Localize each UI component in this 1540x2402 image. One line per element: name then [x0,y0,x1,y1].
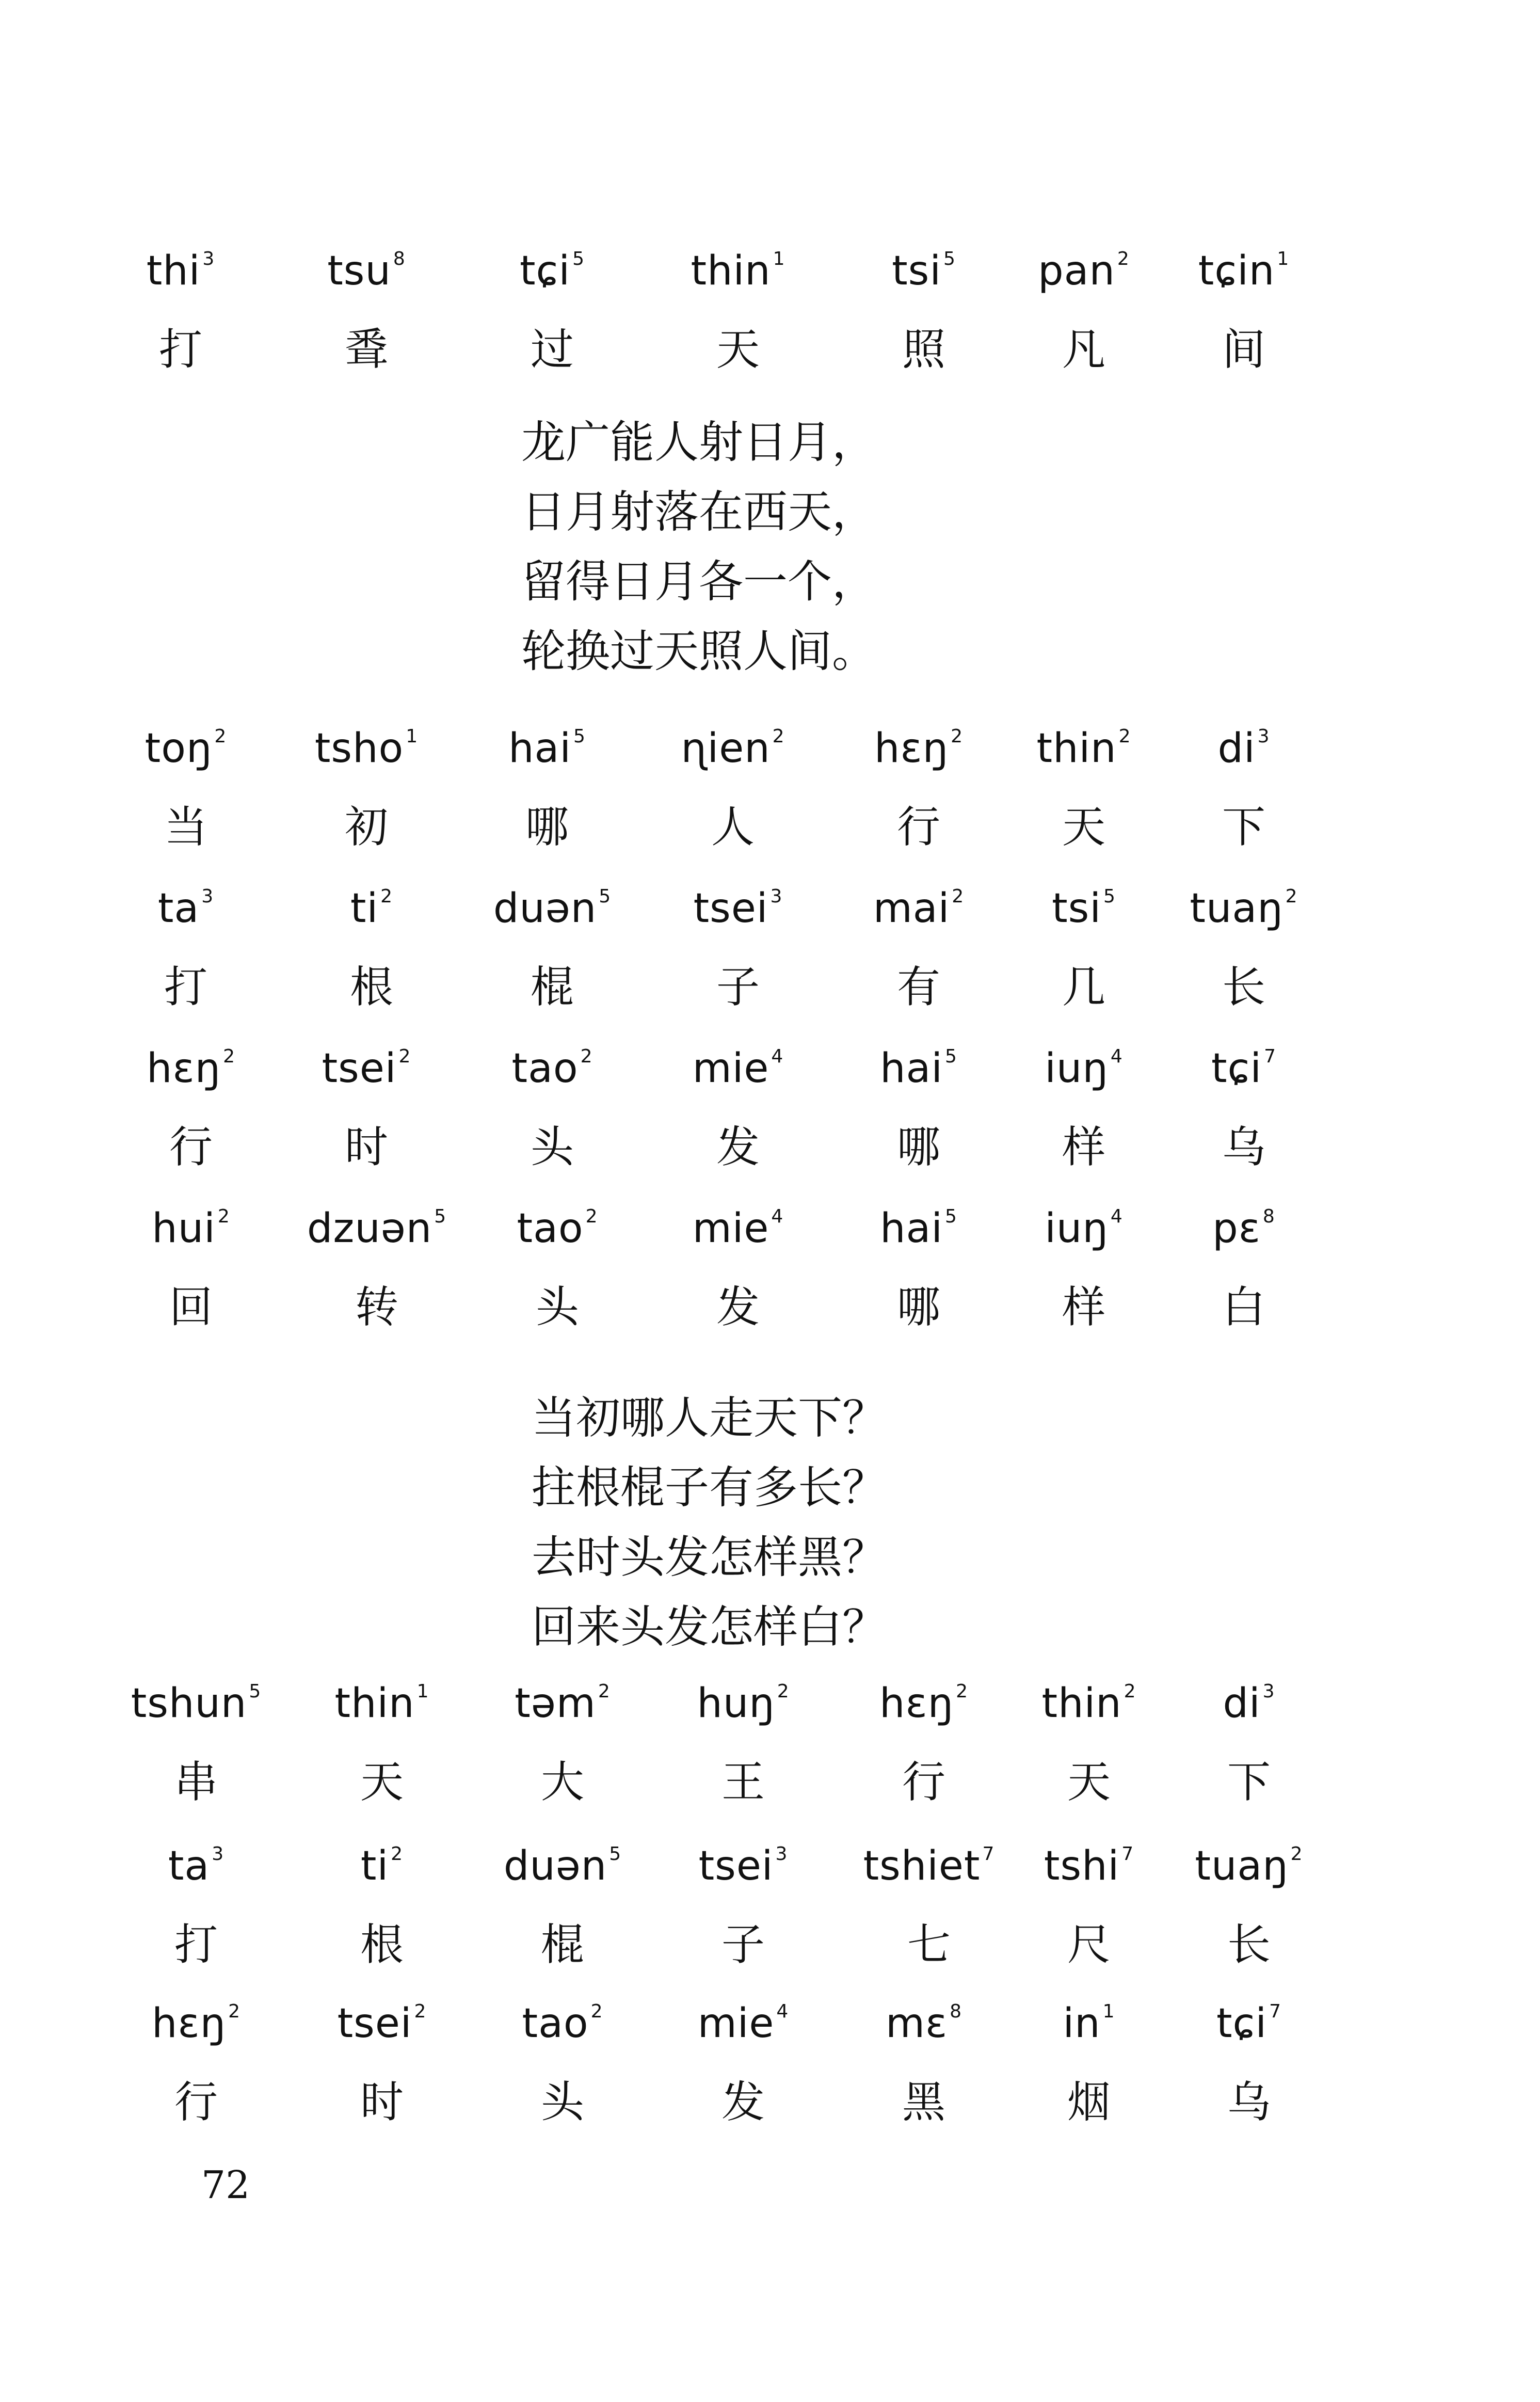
gloss-cell [1151,885,1337,1015]
hanzi: 行 [896,802,940,852]
hanzi: 黑 [902,2077,945,2127]
gloss-cell [93,725,279,855]
hanzi: 大 [540,1757,584,1807]
hanzi: 哪 [525,802,569,852]
romanization: təm $^2$ [515,1680,611,1727]
romanization: ɳien $^2$ [681,725,785,772]
romanization: hai $^5$ [508,725,586,772]
gloss-cell [645,1045,831,1175]
romanization: tsei $^2$ [337,2000,427,2047]
romanization: tao $^2$ [517,1205,598,1252]
gloss-cell [289,1680,475,1810]
romanization: mɛ $^8$ [885,2000,962,2047]
gloss-cell [1151,1045,1337,1175]
gloss-cell [274,725,459,855]
verse-line: 拄根棍子有多长？ [532,1462,887,1514]
hanzi: 回 [169,1282,213,1332]
gloss-cell [650,1843,836,1972]
hanzi: 样 [1062,1122,1105,1172]
romanization: tao $^2$ [511,1045,593,1092]
gloss-cell [103,1843,289,1972]
gloss-cell [996,2000,1182,2130]
gloss-cell [103,1680,289,1810]
hanzi: 天 [1067,1757,1111,1807]
romanization: di $^3$ [1217,725,1270,772]
hanzi: 头 [540,2077,584,2127]
verse-line: 留得日月各一个， [521,556,876,608]
gloss-cell [459,885,645,1015]
verse-line: 龙广能人射日月， [521,417,876,468]
romanization: hui $^2$ [152,1205,230,1252]
romanization: tsho $^1$ [314,725,419,772]
gloss-cell [645,248,831,377]
hanzi: 天 [360,1757,404,1807]
romanization: ti $^2$ [350,885,393,932]
romanization: mai $^2$ [873,885,965,932]
hanzi: 天 [1062,802,1105,852]
hanzi: 哪 [896,1282,940,1332]
hanzi: 当 [164,802,207,852]
gloss-cell [650,2000,836,2130]
romanization: mie $^4$ [697,2000,789,2047]
hanzi: 凡 [1062,324,1105,375]
gloss-cell [991,248,1177,377]
romanization: ti $^2$ [360,1843,404,1889]
gloss-cell [645,885,831,1015]
romanization: tsi $^5$ [1052,885,1116,932]
hanzi: 根 [360,1919,404,1970]
hanzi: 发 [716,1122,760,1172]
romanization: tshi $^7$ [1044,1843,1134,1889]
hanzi: 尺 [1067,1919,1111,1970]
hanzi: 子 [721,1919,765,1970]
hanzi: 棍 [540,1919,584,1970]
gloss-cell [996,1680,1182,1810]
verse-block [521,408,876,687]
hanzi: 串 [174,1757,218,1807]
gloss-cell [470,1843,655,1972]
hanzi: 人 [711,802,755,852]
gloss-cell [284,1205,470,1335]
romanization: tao $^2$ [522,2000,603,2047]
gloss-cell [1156,2000,1342,2130]
verse-line: 当初哪人走天下？ [532,1392,887,1444]
hanzi: 打 [174,1919,218,1970]
gloss-cell [1151,1205,1337,1335]
hanzi: 时 [344,1122,388,1172]
gloss-cell [826,1045,1012,1175]
gloss-cell [991,885,1177,1015]
hanzi: 行 [902,1757,945,1807]
verse-line: 轮换过天照人间。 [521,626,876,677]
verse-line: 去时头发怎样黑？ [532,1532,887,1583]
romanization: pɛ $^8$ [1212,1205,1275,1252]
romanization: mie $^4$ [692,1205,784,1252]
gloss-cell [459,1045,645,1175]
romanization: hɛŋ $^2$ [874,725,963,772]
gloss-cell [98,1205,284,1335]
gloss-cell [1151,248,1337,377]
romanization: mie $^4$ [692,1045,784,1092]
hanzi: 头 [530,1122,574,1172]
hanzi: 根 [349,962,393,1012]
romanization: tɕi $^7$ [1216,2000,1282,2047]
romanization: thi $^3$ [146,248,215,294]
romanization: di $^3$ [1223,1680,1275,1727]
gloss-cell [98,1045,284,1175]
romanization: tuaŋ $^2$ [1190,885,1298,932]
romanization: tɕi $^5$ [519,248,585,294]
hanzi: 下 [1227,1757,1271,1807]
romanization: in $^1$ [1063,2000,1115,2047]
gloss-cell [640,725,826,855]
gloss-cell [88,248,274,377]
gloss-cell [836,1843,1022,1972]
gloss-cell [470,1680,655,1810]
gloss-cell [289,2000,475,2130]
hanzi: 七 [907,1919,951,1970]
hanzi: 乌 [1222,1122,1265,1172]
gloss-cell [650,1680,836,1810]
romanization: thin $^2$ [1041,1680,1136,1727]
romanization: duən $^5$ [503,1843,622,1889]
gloss-cell [996,1843,1182,1972]
romanization: duən $^5$ [493,885,612,932]
romanization: hai $^5$ [880,1205,957,1252]
gloss-cell [991,1045,1177,1175]
verse-line: 回来头发怎样白？ [532,1601,887,1653]
romanization: hɛŋ $^2$ [152,2000,240,2047]
gloss-cell [454,725,640,855]
gloss-cell [274,248,459,377]
hanzi: 时 [360,2077,404,2127]
romanization: ta $^3$ [157,885,214,932]
hanzi: 打 [164,962,207,1012]
hanzi: 样 [1062,1282,1105,1332]
romanization: tɕin $^1$ [1198,248,1290,294]
gloss-cell [826,885,1012,1015]
romanization: tsei $^3$ [698,1843,788,1889]
gloss-cell [991,725,1177,855]
gloss-cell [1156,1680,1342,1810]
romanization: hɛŋ $^2$ [147,1045,235,1092]
gloss-cell [289,1843,475,1972]
verse-line: 日月射落在西天， [521,486,876,538]
romanization: dzuən $^5$ [307,1205,447,1252]
romanization: ta $^3$ [168,1843,224,1889]
romanization: hɛŋ $^2$ [879,1680,968,1727]
romanization: toŋ $^2$ [145,725,227,772]
hanzi: 几 [1062,962,1105,1012]
gloss-cell [279,885,464,1015]
gloss-cell [274,1045,459,1175]
verse-block [532,1383,887,1662]
gloss-cell [103,2000,289,2130]
hanzi: 哪 [896,1122,940,1172]
romanization: tsu $^8$ [327,248,406,294]
gloss-cell [831,248,1017,377]
hanzi: 下 [1222,802,1265,852]
romanization: tsei $^2$ [322,1045,411,1092]
romanization: tsi $^5$ [892,248,956,294]
romanization: tshiet $^7$ [863,1843,995,1889]
gloss-cell [645,1205,831,1335]
romanization: iuŋ $^4$ [1045,1205,1123,1252]
hanzi: 长 [1227,1919,1271,1970]
romanization: tuaŋ $^2$ [1195,1843,1303,1889]
hanzi: 天 [716,324,760,375]
romanization: thin $^2$ [1036,725,1131,772]
hanzi: 烟 [1067,2077,1111,2127]
romanization: pan $^2$ [1038,248,1130,294]
romanization: tɕi $^7$ [1211,1045,1277,1092]
romanization: huŋ $^2$ [697,1680,790,1727]
gloss-cell [93,885,279,1015]
hanzi: 䎹 [344,324,388,375]
hanzi: 初 [344,802,388,852]
gloss-cell [831,2000,1017,2130]
hanzi: 子 [716,962,760,1012]
romanization: tshun $^5$ [131,1680,262,1727]
romanization: iuŋ $^4$ [1045,1045,1123,1092]
gloss-cell [1151,725,1337,855]
hanzi: 有 [896,962,940,1012]
hanzi: 行 [174,2077,218,2127]
gloss-cell [459,248,645,377]
hanzi: 乌 [1227,2077,1271,2127]
gloss-cell [464,1205,650,1335]
gloss-cell [826,1205,1012,1335]
gloss-cell [470,2000,655,2130]
romanization: thin $^1$ [691,248,785,294]
gloss-cell [991,1205,1177,1335]
gloss-cell [831,1680,1017,1810]
hanzi: 长 [1222,962,1265,1012]
romanization: thin $^1$ [334,1680,429,1727]
hanzi: 王 [721,1757,765,1807]
hanzi: 发 [721,2077,765,2127]
hanzi: 行 [169,1122,213,1172]
hanzi: 转 [355,1282,398,1332]
hanzi: 打 [158,324,202,375]
hanzi: 头 [535,1282,579,1332]
hanzi: 过 [530,324,574,375]
hanzi: 发 [716,1282,760,1332]
gloss-cell [826,725,1012,855]
romanization: hai $^5$ [880,1045,957,1092]
gloss-cell [1156,1843,1342,1972]
hanzi: 间 [1222,324,1265,375]
romanization: tsei $^3$ [693,885,783,932]
hanzi: 照 [902,324,945,375]
page-number: 72 [201,2163,250,2207]
hanzi: 棍 [530,962,574,1012]
hanzi: 白 [1222,1282,1265,1332]
